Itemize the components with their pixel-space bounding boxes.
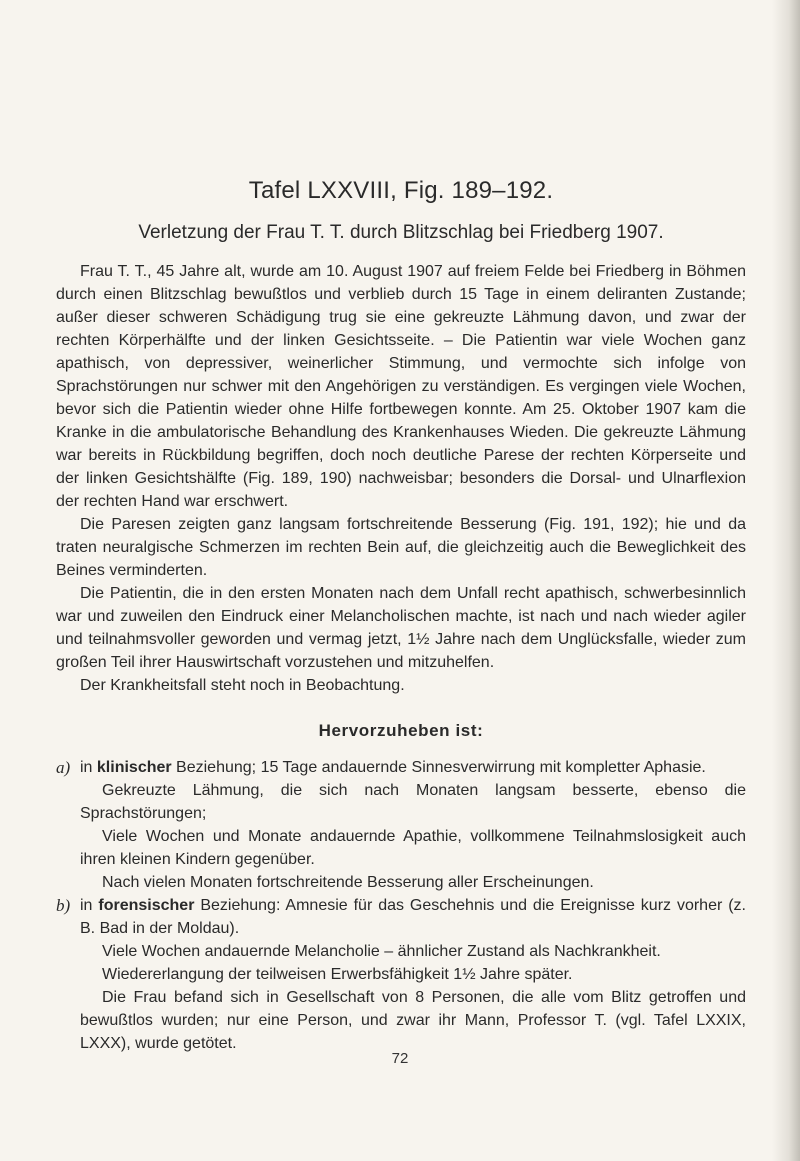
item-a-sub-2: Viele Wochen und Monate andauernde Apathie, vollkommene Teilnahmslosigkeit auch ihren kleinen Kindern gegenüber. <box>80 828 746 868</box>
highlight-item-forensic <box>56 894 746 940</box>
case-paragraph-2: Die Paresen zeigten ganz langsam fortschreitende Besserung (Fig. 191, 192); hie und da traten neuralgische Schmerzen im rechten Bein auf, die gleichzeitig auch die Beweglichkeit des Beines verminderten. <box>56 516 746 579</box>
item-b-sub-3: Die Frau befand sich in Gesellschaft von 8 Personen, die alle vom Blitz getroffen und bewußtlos wurden; nur eine Person, und zwar ihr Mann, Professor T. (vgl. Tafel LXXIX, LXXX), wurde getötet. <box>80 989 746 1052</box>
item-a-sub-1: Gekreuzte Lähmung, die sich nach Monaten langsam besserte, ebenso die Sprachstörungen; <box>80 782 746 822</box>
item-a-keyword: klinischer <box>96 759 172 776</box>
item-b-text: Beziehung: Amnesie für das Geschehnis und die Ereignisse kurz vorher (z. B. Bad in der Moldau). <box>80 897 746 937</box>
case-paragraph-3: Die Patientin, die in den ersten Monaten nach dem Unfall recht apathisch, schwerbesinnlich war und zuweilen den Eindruck einer Melancholischen machte, ist nach und nach wieder agiler und teilnahmsvoller geworden und vermag jetzt, 1½ Jahre nach dem Unglücksfalle, wieder zum großen Teil ihrer Hauswirtschaft vorzustehen und mitzuhelfen. <box>56 585 746 671</box>
item-a-text: Beziehung; 15 Tage andauernde Sinnesverwirrung mit kompletter Aphasie. <box>171 759 706 776</box>
item-a-sub-3: Nach vielen Monaten fortschreitende Besserung aller Erscheinungen. <box>102 874 594 891</box>
item-b-keyword: forensischer <box>98 897 195 914</box>
item-b-pre: in <box>80 897 99 914</box>
case-paragraph-1: Frau T. T., 45 Jahre alt, wurde am 10. August 1907 auf freiem Felde bei Friedberg in Böhmen durch einen Blitzschlag bewußtlos und verblieb durch 15 Tage in einem deliranten Zustande; außer dieser schweren Schädigung trug sie eine gekreuzte Lähmung davon, und zwar der rechten Körperhälfte und der linken Gesichtsseite. – Die Patientin war viele Wochen ganz apathisch, von depressiver, weinerlicher Stimmung, und vermochte sich infolge von Sprachstörungen nur schwer mit den Angehörigen zu verständigen. Es vergingen viele Wochen, bevor sich die Patientin wieder ohne Hilfe fortbewegen konnte. Am 25. Oktober 1907 kam die Kranke in die ambulatorische Behandlung des Krankenhauses Wieden. Die gekreuzte Lähmung war bereits in Rückbildung begriffen, doch noch deutliche Parese der rechten Körperseite und der linken Gesichtshälfte (Fig. 189, 190) nachweisbar; besonders die Dorsal- und Ulnarflexion der rechten Hand war erschwert. <box>56 263 746 510</box>
highlight-item-clinical <box>56 756 746 779</box>
plate-title: Tafel LXXVIII, Fig. 189–192. <box>248 177 554 204</box>
page-number: 72 <box>391 1050 409 1067</box>
case-title: Verletzung der Frau T. T. durch Blitzschlag bei Friedberg 1907. <box>138 222 664 243</box>
case-paragraph-4: Der Krankheitsfall steht noch in Beobachtung. <box>80 677 405 694</box>
item-marker-b: b) <box>56 896 71 915</box>
page-edge-shadow <box>772 0 800 1161</box>
page-content <box>56 176 746 1055</box>
item-a-pre: in <box>80 759 97 776</box>
item-b-sub-1: Viele Wochen andauernde Melancholie – ähnlicher Zustand als Nachkrankheit. <box>102 943 661 960</box>
item-b-sub-2: Wiedererlangung der teilweisen Erwerbsfähigkeit 1½ Jahre später. <box>102 966 573 983</box>
highlights-heading: Hervorzuheben ist: <box>318 721 484 740</box>
item-marker-a: a) <box>56 758 71 777</box>
